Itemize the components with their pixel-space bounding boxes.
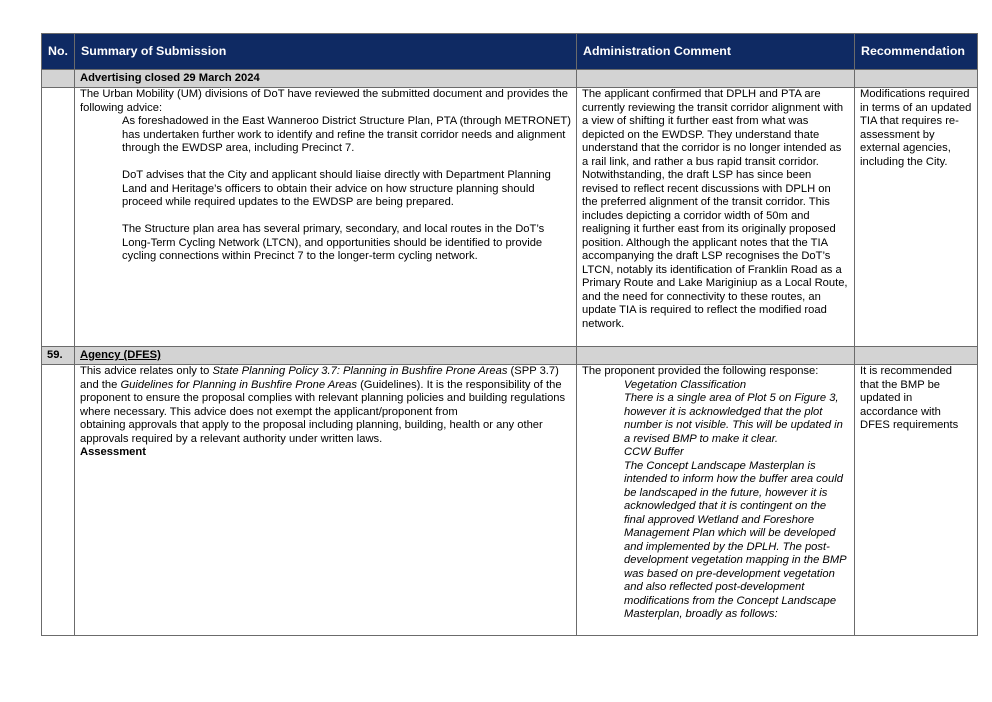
agency-title: Agency (DFES): [80, 348, 161, 361]
dot-summary-intro: The Urban Mobility (UM) divisions of DoT have reviewed the submitted document and provides the following advice:: [80, 88, 568, 114]
table-row: [42, 88, 978, 347]
dfes-summary-b: (SPP 3.7) and the: [80, 365, 559, 391]
header-no: No.: [42, 34, 75, 70]
header-admin-comment: Administration Comment: [577, 34, 855, 70]
dot-summary-p1: As foreshadowed in the East Wanneroo District Structure Plan, PTA (through METRONET) has undertaken further work to identify and refine the transit corridor needs and alignment through the EWDSP area, including Precinct 7.: [122, 115, 571, 154]
header-summary: Summary of Submission: [75, 34, 577, 70]
dfes-summary-a: This advice relates only to: [80, 365, 213, 377]
table-header-row: [42, 34, 978, 70]
agency-admin-cell: [577, 347, 855, 365]
dfes-admin-intro: The proponent provided the following response:: [582, 365, 819, 377]
dfes-summary-assessment: Assessment: [80, 446, 146, 458]
advertising-no-cell: [42, 70, 75, 88]
dot-admin-comment: The applicant confirmed that DPLH and PTA are currently reviewing the transit corridor alignment with a view of shifting it further east from what was depicted on the EWDSP. They understand thate understand that the corridor is no longer intended as a rail link, and rather a bus rapid transit corridor. Notwithstanding, the draft LSP has since been revised to reflect recent discussions with DPLH on the preferred alignment of the transit corridor. This includes depicting a corridor width of 50m and realigning it further east from its originally proposed position. Although the applicant notes that the TIA accompanying the draft LSP recognises the DoT’s LTCN, notably its identification of Franklin Road as a Primary Route and Lake Mariginiup as a Local Route, and the need for connectivity to these routes, an update TIA is required to reflect the modified road network.: [577, 88, 855, 347]
dfes-admin-h2: CCW Buffer: [624, 446, 684, 458]
agency-title-cell: [75, 347, 577, 365]
dfes-summary-para: [80, 365, 571, 419]
agency-rec-cell: [855, 347, 978, 365]
advertising-rec-cell: [855, 70, 978, 88]
advertising-closed-text: Advertising closed 29 March 2024: [75, 70, 577, 88]
dot-summary-p3: The Structure plan area has several primary, secondary, and local routes in the DoT’s Long-Term Cycling Network (LTCN), and opportunities should be identified to provide cycling connections within Precinct 7 to the longer-term cycling network.: [122, 223, 545, 262]
dot-no-cell: [42, 88, 75, 347]
advertising-admin-cell: [577, 70, 855, 88]
dot-recommendation: Modifications required in terms of an updated TIA that requires re-assessment by external agencies, including the City.: [855, 88, 978, 347]
dfes-summary-spp: State Planning Policy 3.7: Planning in Bushfire Prone Areas: [212, 365, 508, 377]
agency-row: [42, 347, 978, 365]
dfes-admin-p1: There is a single area of Plot 5 on Figure 3, however it is acknowledged that the plot number is not visible. This will be updated in a revised BMP to make it clear.: [624, 392, 843, 445]
dfes-admin-cell: [577, 365, 855, 636]
submissions-table: [41, 33, 978, 636]
advertising-closed-row: [42, 70, 978, 88]
dot-summary-p2: DoT advises that the City and applicant should liaise directly with Department Planning Land and Heritage’s officers to obtain their advice on how structure planning should proceed while required updates to the EWDSP are being prepared.: [122, 169, 551, 208]
dfes-recommendation: It is recommended that the BMP be updated in accordance with DFES requirements: [855, 365, 978, 636]
header-recommendation: Recommendation: [855, 34, 978, 70]
agency-number: 59.: [42, 347, 75, 365]
table-row: [42, 365, 978, 636]
dfes-admin-h1: Vegetation Classification: [624, 378, 747, 391]
dfes-admin-p2: The Concept Landscape Masterplan is intended to inform how the buffer area could be landscaped in the future, however it is acknowledged that it is contingent on the final approved Wetland and Foreshore Management Plan which will be developed and implemented by the DPLH. The post-development vegetation mapping in the BMP was based on pre-development vegetation and also reflected post-development modifications from the Concept Landscape Masterplan, broadly as follows:: [624, 459, 847, 620]
dfes-no-cell: [42, 365, 75, 636]
dfes-summary-cell: [75, 365, 577, 636]
dot-summary-cell: [75, 88, 577, 347]
dfes-summary-d: obtaining approvals that apply to the proposal including planning, building, health or any other approvals required by a relevant authority under written laws.: [80, 419, 543, 445]
dfes-summary-c: (Guidelines). It is the responsibility of the proponent to ensure the proposal complies with relevant planning policies and building regulations where necessary. This advice does not exempt the applicant/proponent from: [80, 378, 566, 418]
dfes-summary-guidelines: Guidelines for Planning in Bushfire Prone Areas: [120, 378, 357, 391]
